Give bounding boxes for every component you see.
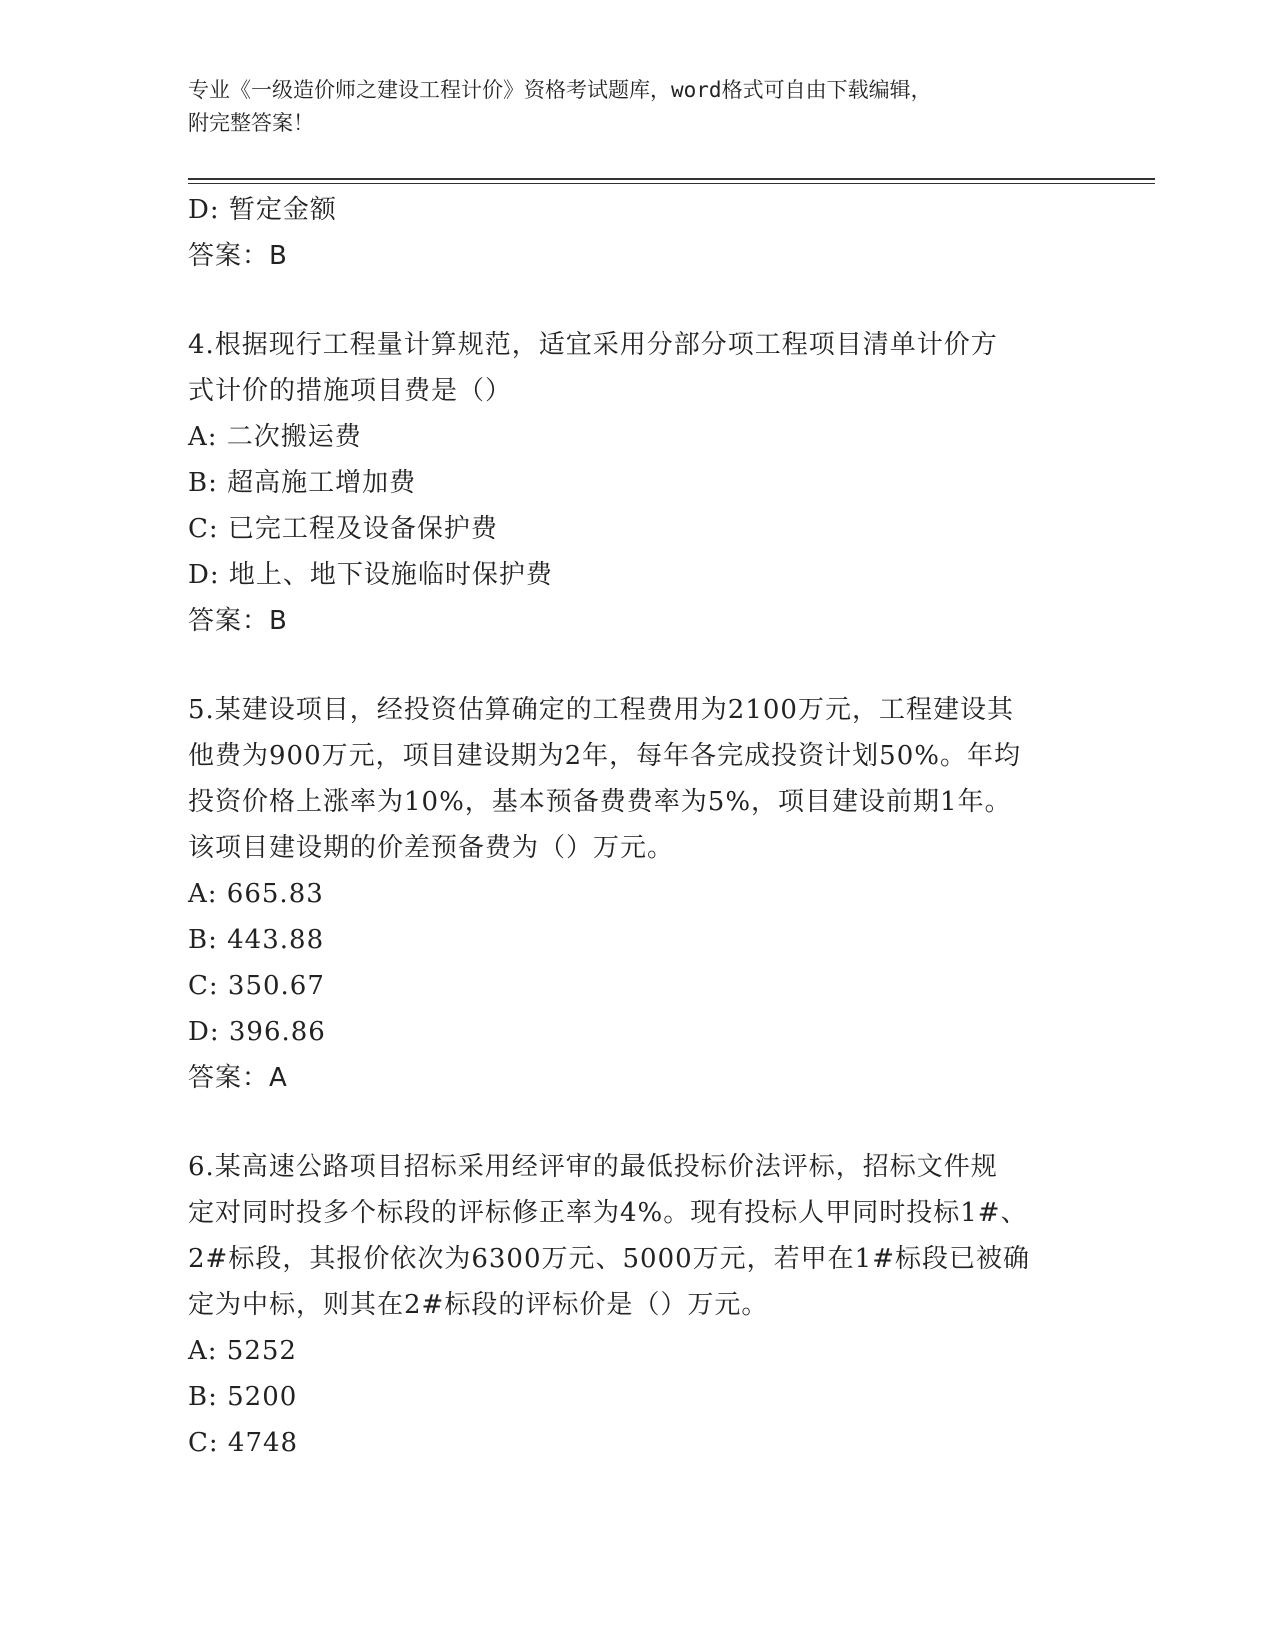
answer-label: 答案：B	[188, 241, 288, 271]
option-c: C: 4748	[188, 1428, 299, 1458]
question-stem-line: 投资价格上涨率为10%，基本预备费费率为5%，项目建设前期1年。	[188, 787, 1012, 817]
option-a: A: 665.83	[188, 879, 324, 909]
question-stem-line: 他费为900万元，项目建设期为2年，每年各完成投资计划50%。年均	[188, 741, 1021, 771]
header-line-2: 附完整答案！	[188, 111, 314, 135]
option-d: D: 地上、地下设施临时保护费	[188, 560, 553, 590]
spacer	[188, 1101, 1088, 1144]
option-b: B: 5200	[188, 1382, 298, 1412]
option-b: B: 超高施工增加费	[188, 468, 417, 498]
option-b: B: 443.88	[188, 925, 325, 955]
header-divider-thin	[188, 183, 1155, 184]
header-divider-thick	[188, 178, 1155, 180]
question-stem-line: 该项目建设期的价差预备费为（）万元。	[188, 833, 675, 863]
question-stem-line: 4.根据现行工程量计算规范，适宜采用分部分项工程项目清单计价方	[188, 330, 998, 360]
question-stem-line: 定对同时投多个标段的评标修正率为4%。现有投标人甲同时投标1#、	[188, 1198, 1028, 1228]
page-header	[188, 74, 1088, 140]
spacer	[188, 644, 1088, 687]
question-stem-line: 定为中标，则其在2#标段的评标价是（）万元。	[188, 1290, 769, 1320]
question-stem-line: 式计价的措施项目费是（）	[188, 376, 513, 406]
question-block	[188, 322, 1088, 644]
question-stem-line: 6.某高速公路项目招标采用经评审的最低投标价法评标，招标文件规	[188, 1152, 998, 1182]
question-stem	[188, 322, 1088, 414]
question-stem-line: 2#标段，其报价依次为6300万元、5000万元，若甲在1#标段已被确	[188, 1244, 1030, 1274]
spacer	[188, 279, 1088, 322]
question-content	[188, 187, 1088, 1466]
option-c: C: 已完工程及设备保护费	[188, 514, 498, 544]
option-c: C: 350.67	[188, 971, 325, 1001]
option-a: A: 5252	[188, 1336, 297, 1366]
answer-label: 答案：A	[188, 1063, 288, 1093]
question-stem	[188, 1144, 1088, 1328]
question-block	[188, 687, 1088, 1101]
question-stem-line: 5.某建设项目，经投资估算确定的工程费用为2100万元，工程建设其	[188, 695, 1014, 725]
option-d: D: 暂定金额	[188, 195, 337, 225]
answer-label: 答案：B	[188, 606, 288, 636]
question-block	[188, 1144, 1088, 1466]
question-stem	[188, 687, 1088, 871]
option-a: A: 二次搬运费	[188, 422, 362, 452]
header-line-1: 专业《一级造价师之建设工程计价》资格考试题库，word格式可自由下载编辑，	[188, 78, 932, 102]
option-d: D: 396.86	[188, 1017, 326, 1047]
